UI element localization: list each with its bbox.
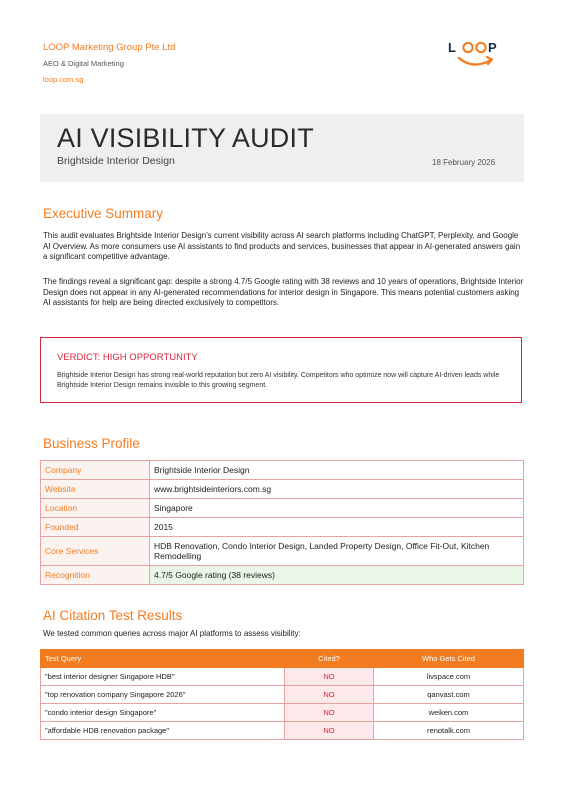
citation-header-row <box>41 650 524 668</box>
verdict-text: Brightside Interior Design has strong real-world reputation but zero AI visibility. Competitors who optimize now will capture AI-driven leads while Brightside Interior Design remains invisible to this growing segment. <box>57 372 500 389</box>
company-tagline: AEO & Digital Marketing <box>43 59 124 68</box>
profile-row <box>41 566 524 585</box>
cited-cell: NO <box>285 704 374 722</box>
svg-text:P: P <box>488 40 497 55</box>
who-cell: livspace.com <box>374 668 524 686</box>
table-row <box>41 704 524 722</box>
summary-paragraph-1: This audit evaluates Brightside Interior Design's current visibility across AI search platforms including ChatGPT, Perplexity, and Google AI Overview. As more consumers use AI assistants to find products and services, businesses that appear in AI-generated answers gain a significant competitive advantage. <box>43 231 521 261</box>
column-header-cited: Cited? <box>285 650 374 668</box>
company-domain: loop.com.sg <box>43 75 84 84</box>
query-cell: "best interior designer Singapore HDB" <box>41 668 285 686</box>
profile-value: HDB Renovation, Condo Interior Design, Landed Property Design, Office Fit-Out, Kitchen Remodelling <box>150 537 524 566</box>
column-header-who: Who Gets Cited <box>374 650 524 668</box>
citation-table <box>40 649 524 740</box>
profile-label: Location <box>41 499 150 518</box>
cited-cell: NO <box>285 722 374 740</box>
cited-cell: NO <box>285 668 374 686</box>
table-row <box>41 722 524 740</box>
profile-row <box>41 480 524 499</box>
profile-row <box>41 461 524 480</box>
who-cell: qanvast.com <box>374 686 524 704</box>
website-link[interactable]: www.brightsideinteriors.com.sg <box>150 480 524 499</box>
who-cell: renotalk.com <box>374 722 524 740</box>
svg-text:L: L <box>448 40 457 55</box>
query-cell: "affordable HDB renovation package" <box>41 722 285 740</box>
profile-value: Singapore <box>150 499 524 518</box>
cited-cell: NO <box>285 686 374 704</box>
profile-label: Founded <box>41 518 150 537</box>
profile-row <box>41 518 524 537</box>
company-name: LOOP Marketing Group Pte Ltd <box>43 42 176 53</box>
profile-row <box>41 537 524 566</box>
report-title: AI VISIBILITY AUDIT <box>57 123 314 153</box>
profile-label: Core Services <box>41 537 150 566</box>
profile-label: Company <box>41 461 150 480</box>
profile-value: Brightside Interior Design <box>150 461 524 480</box>
citation-tests-heading: AI Citation Test Results <box>43 608 183 623</box>
profile-value: 2015 <box>150 518 524 537</box>
table-row <box>41 686 524 704</box>
profile-value: 4.7/5 Google rating (38 reviews) <box>150 566 524 585</box>
loop-logo <box>447 38 507 74</box>
citation-intro: We tested common queries across major AI platforms to assess visibility: <box>43 629 301 638</box>
executive-summary-heading: Executive Summary <box>43 206 164 221</box>
table-row <box>41 668 524 686</box>
query-cell: "condo interior design Singapore" <box>41 704 285 722</box>
query-cell: "top renovation company Singapore 2026" <box>41 686 285 704</box>
verdict-box <box>40 337 522 403</box>
column-header-query: Test Query <box>41 650 285 668</box>
client-name: Brightside Interior Design <box>57 155 175 167</box>
report-date: 18 February 2026 <box>432 158 496 167</box>
profile-row <box>41 499 524 518</box>
profile-label: Recognition <box>41 566 150 585</box>
business-profile-heading: Business Profile <box>43 436 140 451</box>
summary-paragraph-2: The findings reveal a significant gap: despite a strong 4.7/5 Google rating with 38 reviews and 10 years of operations, Brightside Interior Design does not appear in any AI-generated recommendations for interior design in Singapore. This means potential customers asking AI assistants for help are being directed exclusively to competitors. <box>43 277 524 307</box>
who-cell: weiken.com <box>374 704 524 722</box>
verdict-title: VERDICT: HIGH OPPORTUNITY <box>57 352 198 363</box>
business-profile-table <box>40 460 524 585</box>
profile-label: Website <box>41 480 150 499</box>
